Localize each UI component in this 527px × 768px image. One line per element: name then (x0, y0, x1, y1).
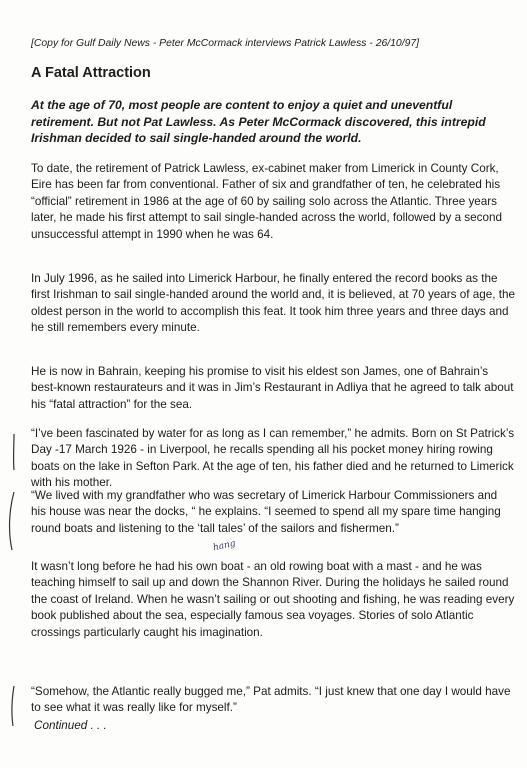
paragraph-1: To date, the retirement of Patrick Lawless, ex-cabinet maker from Limerick in County Cork, Eire has been far from conventional. Father of six and grandfather of ten, he celebrated his “official” retirement in 1986 at the age of 60 by sailing solo across the Atlantic. Three years later, he made his first attempt to sail single-handed across the world, followed by a second unsuccessful attempt in 1990 when he was 64. (31, 162, 502, 241)
article-title: A Fatal Attraction (31, 65, 151, 81)
handwritten-note: hang (212, 538, 237, 554)
article-lead: At the age of 70, most people are content to enjoy a quiet and uneventful retirement. But not Pat Lawless. As Peter McCormack discovered, this intrepid Irishman decided to sail single-handed around the world. (31, 98, 486, 145)
copy-header: [Copy for Gulf Daily News - Peter McCormack interviews Patrick Lawless - 26/10/97] (31, 38, 420, 49)
margin-mark-1 (6, 432, 20, 472)
paragraph-5: “We lived with my grandfather who was secretary of Limerick Harbour Commissioners and his house was near the docks, “ he explains. “I seemed to spend all my spare time hanging round boats and listening to the ‘tall tales’ of the sailors and fishermen.” (31, 489, 501, 535)
paragraph-3: He is now in Bahrain, keeping his promise to visit his eldest son James, one of Bahrain’s best-known restaurateurs and it was in Jim’s Restaurant in Adliya that he agreed to talk about his “fatal attraction” for the sea. (31, 365, 514, 411)
paragraph-4: “I’ve been fascinated by water for as long as I can remember,” he admits. Born on St Patrick’s Day -17 March 1926 - in Liverpool, he recalls spending all his pocket money hiring rowing boats on the lake in Sefton Park. At the age of ten, his father died and he returned to Limerick with his mother. (31, 427, 515, 490)
paragraph-7: “Somehow, the Atlantic really bugged me,” Pat admits. “I just knew that one day I would have to see what it was really like for myself.” (31, 685, 511, 715)
paragraph-6: It wasn’t long before he had his own boat - an old rowing boat with a mast - and he was teaching himself to sail up and down the Shannon River. During the holidays he sailed round the coast of Ireland. When he wasn’t sailing or out shooting and fishing, he was reading every book published about the sea, especially famous sea voyages. Stories of solo Atlantic crossings particularly caught his imagination. (31, 560, 515, 639)
margin-mark-3 (5, 684, 19, 728)
margin-mark-2 (4, 490, 18, 552)
continued-label: Continued . . . (34, 719, 107, 732)
paragraph-2: In July 1996, as he sailed into Limerick Harbour, he finally entered the record books as the first Irishman to sail single-handed around the world and, it is believed, at 70 years of age, the oldest person in the world to accomplish this feat. It took him three years and three days and he still remembers every minute. (31, 272, 516, 335)
